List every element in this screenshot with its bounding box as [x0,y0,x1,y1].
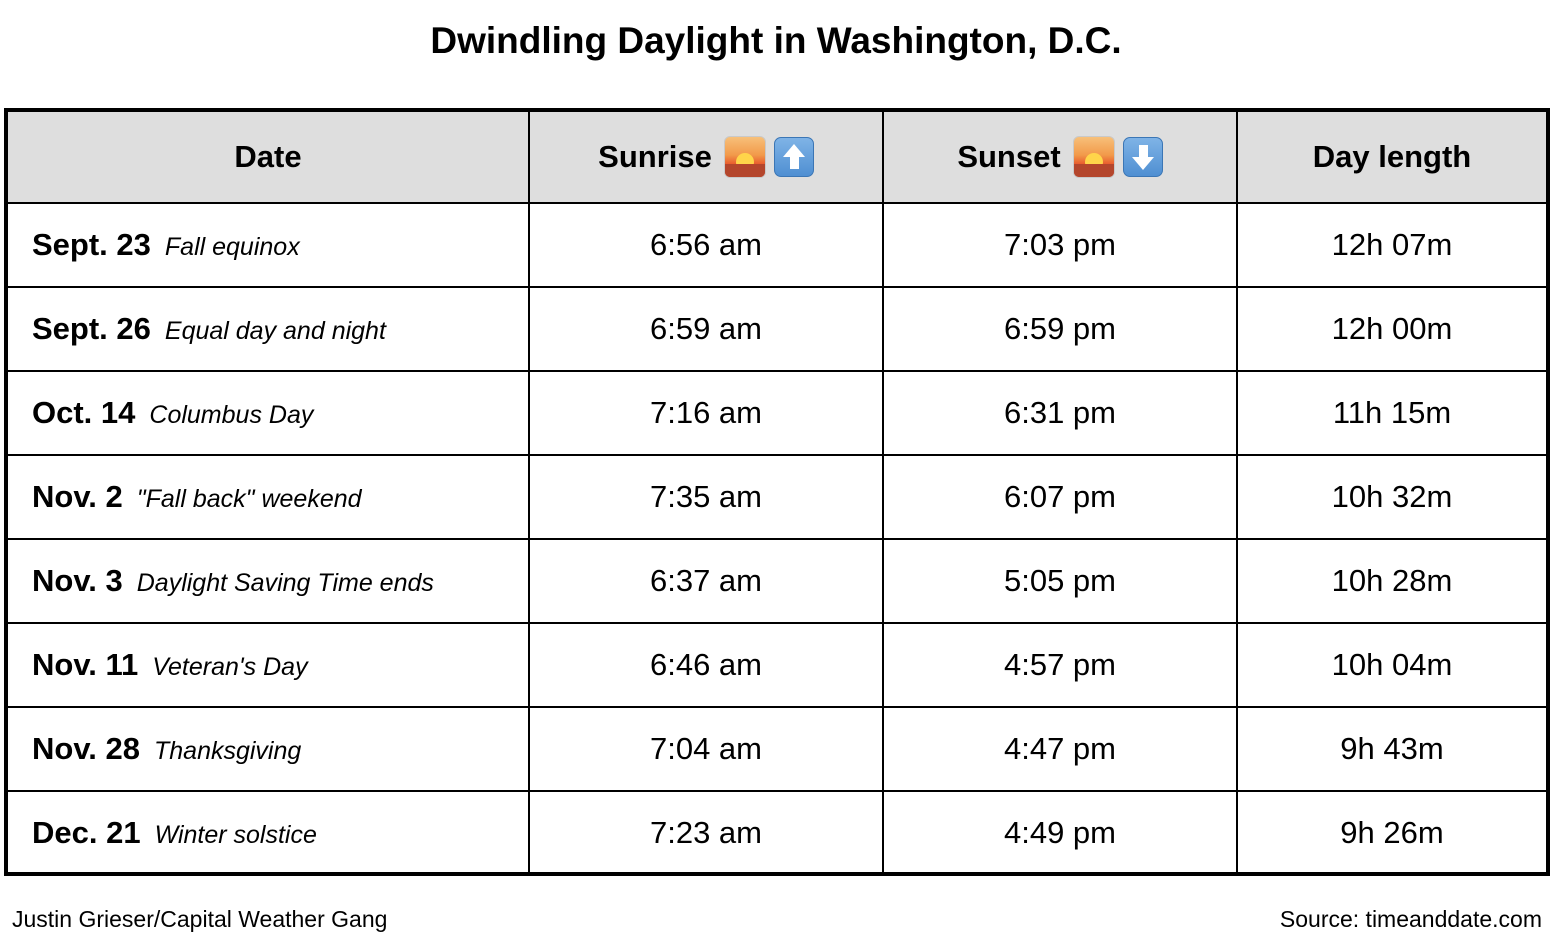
header-sunset [883,112,1237,203]
date-note: Veteran's Day [152,653,308,681]
table-row [8,287,1546,371]
day-length-cell: 9h 26m [1237,791,1546,874]
date-cell [8,791,529,874]
date-note: Columbus Day [149,401,314,429]
header-sunset-label: Sunset [957,139,1061,174]
date-cell [8,455,529,539]
date-label: Nov. 2 [32,479,123,514]
table-row [8,623,1546,707]
up-arrow-icon [774,137,814,177]
date-cell [8,623,529,707]
date-label: Sept. 26 [32,311,151,346]
table-row [8,791,1546,874]
sunset-cell: 7:03 pm [883,203,1237,287]
credit-text: Justin Grieser/Capital Weather Gang [12,906,388,932]
sunset-cell: 4:49 pm [883,791,1237,874]
date-note: Equal day and night [164,317,386,345]
header-row [8,112,1546,203]
sunrise-cell: 6:37 am [529,539,883,623]
day-length-cell: 10h 32m [1237,455,1546,539]
table-row [8,371,1546,455]
sunset-cell: 6:59 pm [883,287,1237,371]
date-note: "Fall back" weekend [136,485,362,513]
table-row [8,539,1546,623]
header-sunrise [529,112,883,203]
sunrise-cell: 7:04 am [529,707,883,791]
sunset-cell: 6:07 pm [883,455,1237,539]
sunrise-icon [724,136,766,178]
sunrise-cell: 7:16 am [529,371,883,455]
day-length-cell: 11h 15m [1237,371,1546,455]
date-note: Daylight Saving Time ends [136,569,434,597]
header-day-length [1237,112,1546,203]
date-note: Thanksgiving [153,737,302,765]
header-sunrise-label: Sunrise [598,139,712,174]
date-label: Nov. 28 [32,731,140,766]
date-note: Fall equinox [164,233,300,261]
date-label: Nov. 3 [32,563,123,598]
date-cell [8,707,529,791]
date-cell [8,371,529,455]
table-row [8,455,1546,539]
sunrise-cell: 6:56 am [529,203,883,287]
down-arrow-icon [1123,137,1163,177]
header-date [8,112,529,203]
sunset-cell: 5:05 pm [883,539,1237,623]
date-label: Dec. 21 [32,815,141,850]
date-label: Sept. 23 [32,227,151,262]
sunrise-cell: 7:35 am [529,455,883,539]
sunset-cell: 4:57 pm [883,623,1237,707]
day-length-cell: 10h 28m [1237,539,1546,623]
sunrise-cell: 6:46 am [529,623,883,707]
sunset-cell: 4:47 pm [883,707,1237,791]
table-body [8,203,1546,874]
table-row [8,707,1546,791]
header-date-label: Date [234,139,302,174]
day-length-cell: 12h 07m [1237,203,1546,287]
sunset-cell: 6:31 pm [883,371,1237,455]
day-length-cell: 9h 43m [1237,707,1546,791]
header-day-length-label: Day length [1312,139,1472,174]
sunrise-cell: 6:59 am [529,287,883,371]
source-text: Source: timeanddate.com [1279,906,1542,932]
daylight-table-frame [4,108,1550,876]
table-row [8,203,1546,287]
date-note: Winter solstice [154,821,317,849]
date-cell [8,539,529,623]
daylight-table [8,112,1546,874]
day-length-cell: 10h 04m [1237,623,1546,707]
date-cell [8,203,529,287]
sunset-icon [1073,136,1115,178]
day-length-cell: 12h 00m [1237,287,1546,371]
chart-title: Dwindling Daylight in Washington, D.C. [430,20,1122,61]
date-label: Nov. 11 [32,647,139,682]
sunrise-cell: 7:23 am [529,791,883,874]
date-cell [8,287,529,371]
date-label: Oct. 14 [32,395,136,430]
